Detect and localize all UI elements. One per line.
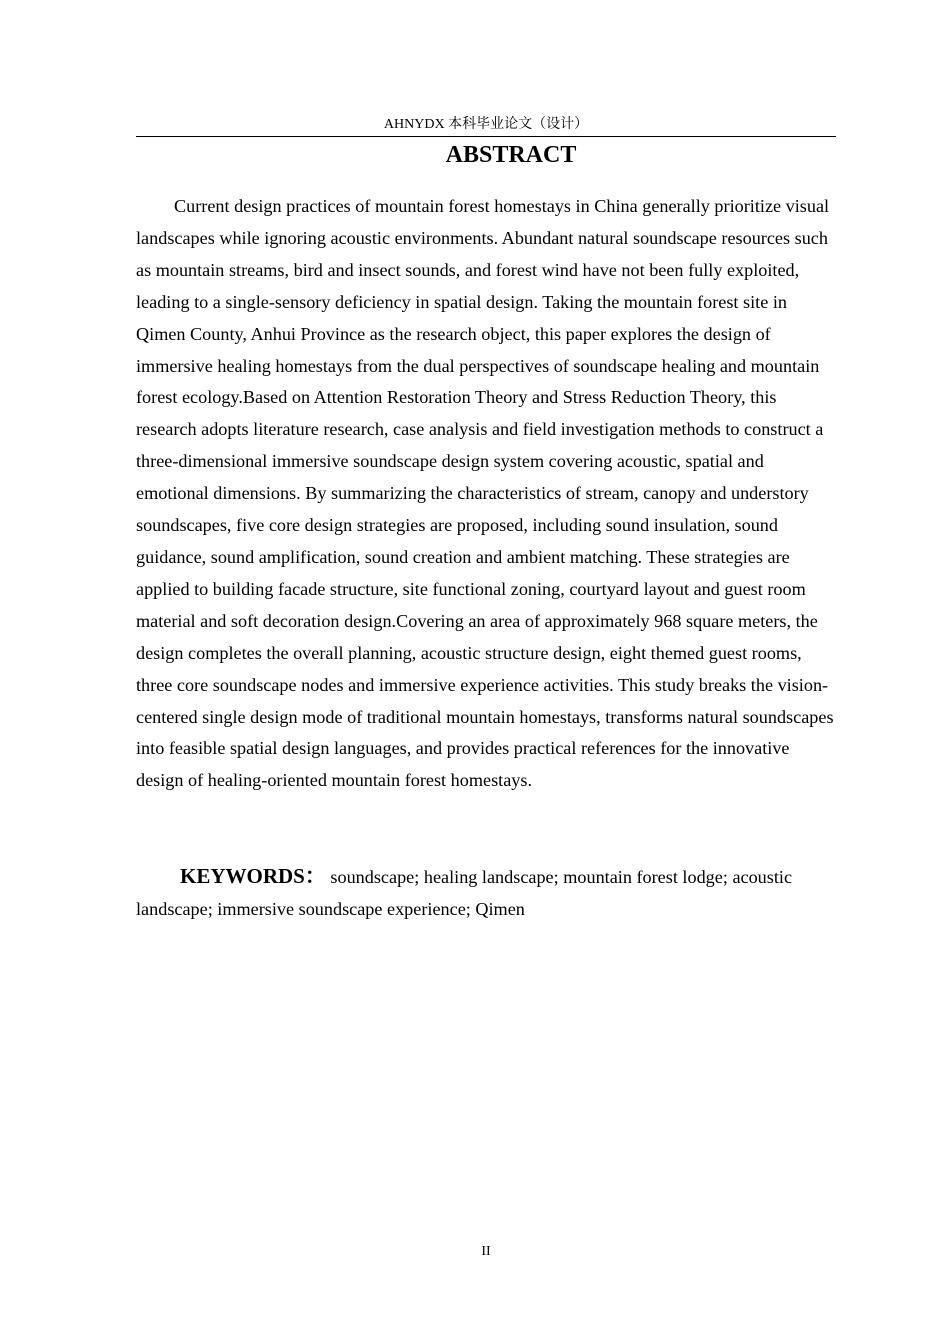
keywords-paragraph <box>136 861 836 926</box>
abstract-body: Current design practices of mountain forest homestays in China generally prioritize visual landscapes while ignoring acoustic environments. Abundant natural soundscape resources such as mountain streams, bird and insect sounds, and forest wind have not been fully exploited, leading to a single-sensory deficiency in spatial design. Taking the mountain forest site in Qimen County, Anhui Province as the research object, this paper explores the design of immersive healing homestays from the dual perspectives of soundscape healing and mountain forest ecology.Based on Attention Restoration Theory and Stress Reduction Theory, this research adopts literature research, case analysis and field investigation methods to construct a three-dimensional immersive soundscape design system covering acoustic, spatial and emotional dimensions. By summarizing the characteristics of stream, canopy and understory soundscapes, five core design strategies are proposed, including sound insulation, sound guidance, sound amplification, sound creation and ambient matching. These strategies are applied to building facade structure, site functional zoning, courtyard layout and guest room material and soft decoration design.Covering an area of approximately 968 square meters, the design completes the overall planning, acoustic structure design, eight themed guest rooms, three core soundscape nodes and immersive experience activities. This study breaks the vision-centered single design mode of traditional mountain homestays, transforms natural soundscapes into feasible spatial design languages, and provides practical references for the innovative design of healing-oriented mountain forest homestays. <box>136 196 834 791</box>
page-number: II <box>481 1244 491 1259</box>
header-rule <box>136 136 836 137</box>
abstract-title: ABSTRACT <box>445 142 577 168</box>
keywords-label: KEYWORDS： <box>180 864 326 888</box>
running-header: AHNYDX 本科毕业论文（设计） <box>383 117 589 132</box>
keywords-text: soundscape; healing landscape; mountain forest lodge; acoustic landscape; immersive soundscape experience; Qimen <box>136 867 793 919</box>
